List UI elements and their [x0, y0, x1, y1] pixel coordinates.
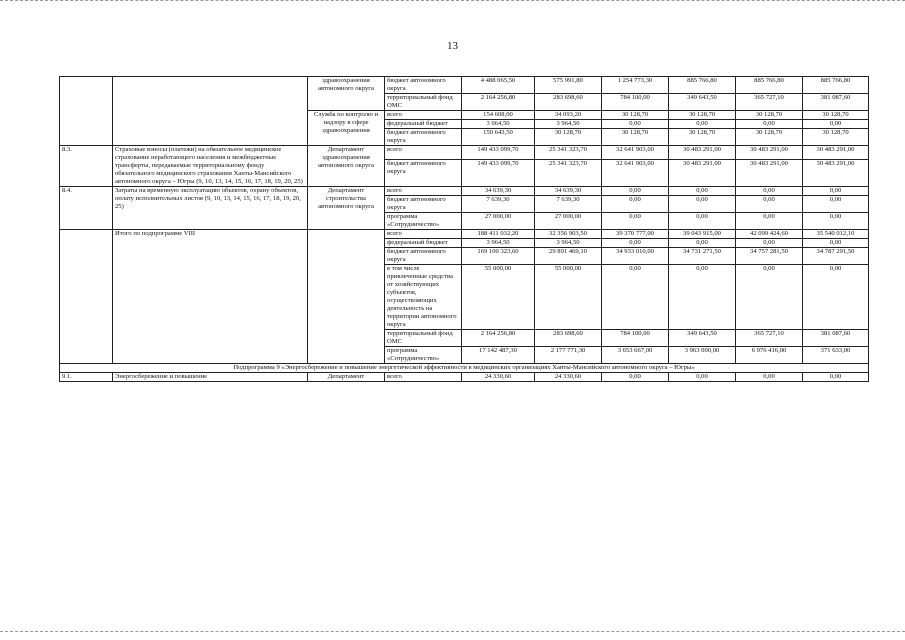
- amount-cell: 0,00: [803, 239, 869, 248]
- amount-cell: 55 000,00: [462, 265, 535, 330]
- amount-cell: 39 043 915,00: [669, 230, 736, 239]
- amount-cell: 0,00: [736, 373, 803, 382]
- funding-source-cell: всего: [385, 373, 462, 382]
- amount-cell: 283 698,60: [535, 330, 602, 347]
- amount-cell: 784 100,00: [602, 94, 669, 111]
- amount-cell: 3 964,50: [462, 239, 535, 248]
- amount-cell: 30 483 291,00: [736, 146, 803, 160]
- amount-cell: 2 164 256,80: [462, 330, 535, 347]
- amount-cell: 55 000,00: [535, 265, 602, 330]
- scan-bottom-edge: [0, 631, 905, 634]
- item-name-cell: [113, 77, 308, 146]
- amount-cell: 371 633,00: [803, 347, 869, 364]
- page-number: 13: [447, 40, 458, 52]
- funding-source-cell: федеральный бюджет: [385, 120, 462, 129]
- item-index-cell: [60, 77, 113, 146]
- amount-cell: 283 698,60: [535, 94, 602, 111]
- amount-cell: 34 787 291,50: [803, 248, 869, 265]
- amount-cell: 30 483 291,00: [736, 160, 803, 187]
- amount-cell: 34 731 271,50: [669, 248, 736, 265]
- amount-cell: 25 341 323,70: [535, 146, 602, 160]
- funding-source-cell: бюджет автономного округа: [385, 248, 462, 265]
- amount-cell: 30 128,70: [602, 111, 669, 120]
- amount-cell: 885 766,80: [669, 77, 736, 94]
- amount-cell: 24 330,60: [535, 373, 602, 382]
- amount-cell: 0,00: [602, 373, 669, 382]
- amount-cell: 30 483 291,00: [803, 146, 869, 160]
- amount-cell: 0,00: [803, 196, 869, 213]
- amount-cell: 3 964,50: [535, 239, 602, 248]
- amount-cell: 24 330,60: [462, 373, 535, 382]
- funding-source-cell: всего: [385, 146, 462, 160]
- funding-source-cell: в том числе привлеченные средства от хозяйствующих субъектов, осуществляющих деятельность на территории автономного округа: [385, 265, 462, 330]
- executor-cell: здравоохранения автономного округа: [308, 77, 385, 111]
- table-row: [60, 146, 869, 160]
- amount-cell: 29 891 469,10: [535, 248, 602, 265]
- amount-cell: 30 483 291,00: [669, 146, 736, 160]
- item-name-cell: Страховые взносы (платежи) на обязательное медицинское страхование неработающего населения и межбюджетные трансферты, передаваемые территориальному фонду обязательного медицинского страхования Ханты-Мансийского автономного округа – Югры (9, 10, 13, 14, 15, 16, 17, 18, 19, 20, 25): [113, 146, 308, 187]
- executor-cell: Служба по контролю и надзору в сфере здравоохранения: [308, 111, 385, 146]
- table-row: [60, 77, 869, 94]
- amount-cell: 0,00: [736, 187, 803, 196]
- amount-cell: 784 100,00: [602, 330, 669, 347]
- amount-cell: 30 128,70: [602, 129, 669, 146]
- amount-cell: 30 128,70: [803, 129, 869, 146]
- amount-cell: 3 963 000,00: [669, 347, 736, 364]
- amount-cell: 365 727,10: [736, 94, 803, 111]
- amount-cell: 17 142 487,30: [462, 347, 535, 364]
- funding-source-cell: бюджет автономного округа: [385, 196, 462, 213]
- amount-cell: 149 433 099,70: [462, 146, 535, 160]
- amount-cell: 34 093,20: [535, 111, 602, 120]
- amount-cell: 25 341 323,70: [535, 160, 602, 187]
- total-name-cell: Итого по подпрограмме VIII: [113, 230, 308, 364]
- amount-cell: 0,00: [736, 196, 803, 213]
- amount-cell: 27 000,00: [535, 213, 602, 230]
- funding-source-cell: программа «Сотрудничество»: [385, 213, 462, 230]
- amount-cell: 169 100 323,60: [462, 248, 535, 265]
- amount-cell: 3 964,50: [462, 120, 535, 129]
- amount-cell: 30 128,70: [736, 129, 803, 146]
- item-index-cell: 8.3.: [60, 146, 113, 187]
- amount-cell: 30 128,70: [535, 129, 602, 146]
- amount-cell: 0,00: [736, 239, 803, 248]
- funding-source-cell: всего: [385, 187, 462, 196]
- amount-cell: 0,00: [602, 213, 669, 230]
- executor-cell: Департамент здравоохранения автономного округа: [308, 146, 385, 187]
- amount-cell: 0,00: [669, 265, 736, 330]
- amount-cell: 0,00: [669, 120, 736, 129]
- amount-cell: 0,00: [803, 120, 869, 129]
- executor-cell: Департамент: [308, 373, 385, 382]
- scan-top-edge: [0, 0, 905, 3]
- funding-source-cell: бюджет автономного округа: [385, 160, 462, 187]
- item-index-cell: 8.4.: [60, 187, 113, 230]
- amount-cell: 0,00: [669, 373, 736, 382]
- amount-cell: 365 727,10: [736, 330, 803, 347]
- amount-cell: 30 128,70: [736, 111, 803, 120]
- amount-cell: 0,00: [602, 120, 669, 129]
- budget-table: [59, 76, 869, 382]
- amount-cell: 32 356 903,50: [535, 230, 602, 239]
- table-row: [60, 373, 869, 382]
- funding-source-cell: бюджет автономного округа: [385, 77, 462, 94]
- funding-source-cell: территориальный фонд ОМС: [385, 330, 462, 347]
- amount-cell: 42 099 424,60: [736, 230, 803, 239]
- item-index-cell: [60, 230, 113, 364]
- amount-cell: 34 639,30: [462, 187, 535, 196]
- amount-cell: 0,00: [669, 196, 736, 213]
- amount-cell: 188 411 032,20: [462, 230, 535, 239]
- amount-cell: 34 933 010,00: [602, 248, 669, 265]
- amount-cell: 381 087,60: [803, 330, 869, 347]
- table-row: [60, 230, 869, 239]
- amount-cell: 381 087,60: [803, 94, 869, 111]
- amount-cell: 885 766,80: [803, 77, 869, 94]
- amount-cell: 27 000,00: [462, 213, 535, 230]
- amount-cell: 7 639,30: [535, 196, 602, 213]
- funding-source-cell: федеральный бюджет: [385, 239, 462, 248]
- amount-cell: 30 128,70: [669, 111, 736, 120]
- amount-cell: 0,00: [736, 120, 803, 129]
- amount-cell: 30 483 291,00: [669, 160, 736, 187]
- amount-cell: 0,00: [803, 373, 869, 382]
- item-name-cell: Энергосбережение и повышение: [113, 373, 308, 382]
- amount-cell: 0,00: [669, 187, 736, 196]
- amount-cell: 349 643,50: [669, 330, 736, 347]
- amount-cell: 2 177 771,30: [535, 347, 602, 364]
- amount-cell: 34 639,30: [535, 187, 602, 196]
- amount-cell: 0,00: [602, 239, 669, 248]
- amount-cell: 7 639,30: [462, 196, 535, 213]
- table-row: [60, 364, 869, 373]
- amount-cell: 0,00: [669, 239, 736, 248]
- subprogram-title: Подпрограмма 9 «Энергосбережение и повышение энергетической эффективности в медицинских организациях Ханты-Мансийского автономного округа – Югры»: [60, 364, 869, 373]
- amount-cell: 154 608,00: [462, 111, 535, 120]
- item-index-cell: 9.1.: [60, 373, 113, 382]
- funding-source-cell: всего: [385, 111, 462, 120]
- item-name-cell: Затраты на временную эксплуатацию объектов, охрану объектов, оплату исполнительных листов (9, 10, 13, 14, 15, 16, 17, 18, 19, 20, 25): [113, 187, 308, 230]
- amount-cell: 30 128,70: [669, 129, 736, 146]
- amount-cell: 3 964,50: [535, 120, 602, 129]
- amount-cell: 0,00: [803, 265, 869, 330]
- amount-cell: 3 653 667,00: [602, 347, 669, 364]
- amount-cell: 32 641 903,00: [602, 146, 669, 160]
- amount-cell: 1 254 773,30: [602, 77, 669, 94]
- amount-cell: 4 488 065,50: [462, 77, 535, 94]
- amount-cell: 30 483 291,00: [803, 160, 869, 187]
- table-row: [60, 187, 869, 196]
- amount-cell: 0,00: [736, 213, 803, 230]
- funding-source-cell: программа «Сотрудничество»: [385, 347, 462, 364]
- amount-cell: 30 128,70: [803, 111, 869, 120]
- amount-cell: 149 433 099,70: [462, 160, 535, 187]
- amount-cell: 575 991,80: [535, 77, 602, 94]
- amount-cell: 0,00: [602, 196, 669, 213]
- budget-table-body: [60, 77, 869, 382]
- amount-cell: 0,00: [602, 187, 669, 196]
- amount-cell: 39 370 777,00: [602, 230, 669, 239]
- funding-source-cell: территориальный фонд ОМС: [385, 94, 462, 111]
- amount-cell: 2 164 256,80: [462, 94, 535, 111]
- amount-cell: 35 540 012,10: [803, 230, 869, 239]
- funding-source-cell: бюджет автономного округа: [385, 129, 462, 146]
- executor-cell: Департамент строительства автономного округа: [308, 187, 385, 230]
- funding-source-cell: всего: [385, 230, 462, 239]
- amount-cell: 349 643,50: [669, 94, 736, 111]
- amount-cell: 0,00: [669, 213, 736, 230]
- amount-cell: 0,00: [803, 187, 869, 196]
- amount-cell: 0,00: [803, 213, 869, 230]
- amount-cell: 34 757 281,50: [736, 248, 803, 265]
- amount-cell: 32 641 903,00: [602, 160, 669, 187]
- amount-cell: 150 643,50: [462, 129, 535, 146]
- amount-cell: 885 766,80: [736, 77, 803, 94]
- amount-cell: 0,00: [736, 265, 803, 330]
- executor-cell: [308, 230, 385, 364]
- amount-cell: 0,00: [602, 265, 669, 330]
- amount-cell: 6 976 416,00: [736, 347, 803, 364]
